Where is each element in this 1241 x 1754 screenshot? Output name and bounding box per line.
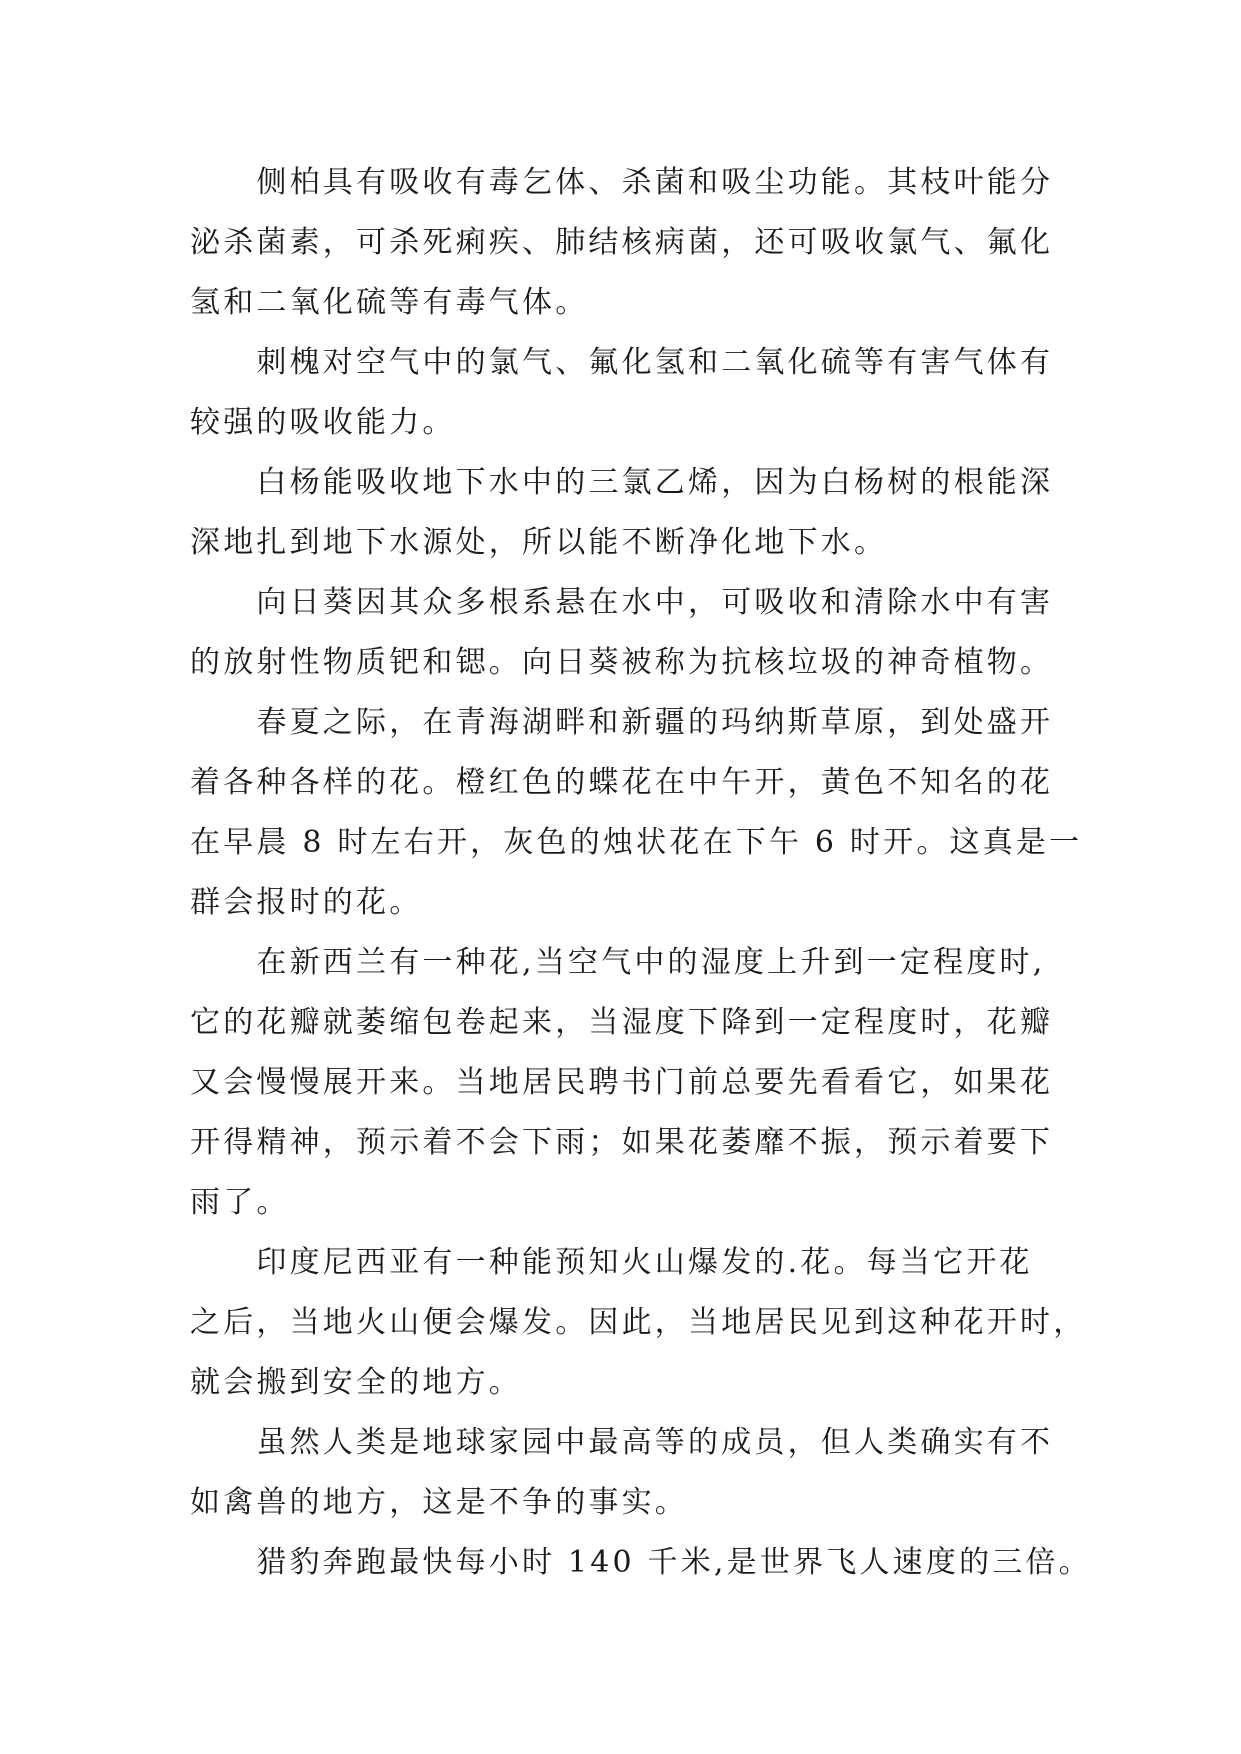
text-line: 泌杀菌素，可杀死痢疾、肺结核病菌，还可吸收氯气、氟化 <box>190 225 1054 260</box>
text-line: 猎豹奔跑最快每小时 140 千米,是世界飞人速度的三倍。 <box>190 1545 1092 1580</box>
text-line: 雨了。 <box>190 1185 290 1220</box>
text-line: 在新西兰有一种花,当空气中的湿度上升到一定程度时, <box>190 945 1046 980</box>
document-body <box>190 153 1092 1593</box>
text-line: 着各种各样的花。橙红色的蝶花在中午开，黄色不知名的花 <box>190 765 1054 800</box>
text-line: 氢和二氧化硫等有毒气体。 <box>190 285 589 320</box>
text-line: 在早晨 8 时左右开，灰色的烛状花在下午 6 时开。这真是一 <box>190 825 1083 860</box>
text-line: 向日葵因其众多根系悬在水中，可吸收和清除水中有害 <box>190 585 1054 620</box>
text-line: 深地扎到地下水源处，所以能不断净化地下水。 <box>190 525 888 560</box>
text-line: 如禽兽的地方，这是不争的事实。 <box>190 1485 688 1520</box>
text-line: 春夏之际，在青海湖畔和新疆的玛纳斯草原，到处盛开 <box>190 705 1054 740</box>
text-line: 侧柏具有吸收有毒乞体、杀菌和吸尘功能。其枝叶能分 <box>190 165 1054 200</box>
text-line: 的放射性物质钯和锶。向日葵被称为抗核垃圾的神奇植物。 <box>190 645 1054 680</box>
text-line: 群会报时的花。 <box>190 885 423 920</box>
text-line: 较强的吸收能力。 <box>190 405 456 440</box>
text-line: 开得精神，预示着不会下雨；如果花萎靡不振，预示着要下 <box>190 1125 1054 1160</box>
text-line: 虽然人类是地球家园中最高等的成员，但人类确实有不 <box>190 1425 1054 1460</box>
text-line: 白杨能吸收地下水中的三氯乙烯，因为白杨树的根能深 <box>190 465 1054 500</box>
text-line: 它的花瓣就萎缩包卷起来，当湿度下降到一定程度时，花瓣 <box>190 1005 1054 1040</box>
text-line: 就会搬到安全的地方。 <box>190 1365 522 1400</box>
text-line: 之后，当地火山便会爆发。因此，当地居民见到这种花开时， <box>190 1305 1087 1340</box>
text-line: 印度尼西亚有一种能预知火山爆发的.花。每当它开花 <box>190 1245 1033 1280</box>
text-line: 刺槐对空气中的氯气、氟化氢和二氧化硫等有害气体有 <box>190 345 1054 380</box>
text-line: 又会慢慢展开来。当地居民聘书门前总要先看看它，如果花 <box>190 1065 1054 1100</box>
